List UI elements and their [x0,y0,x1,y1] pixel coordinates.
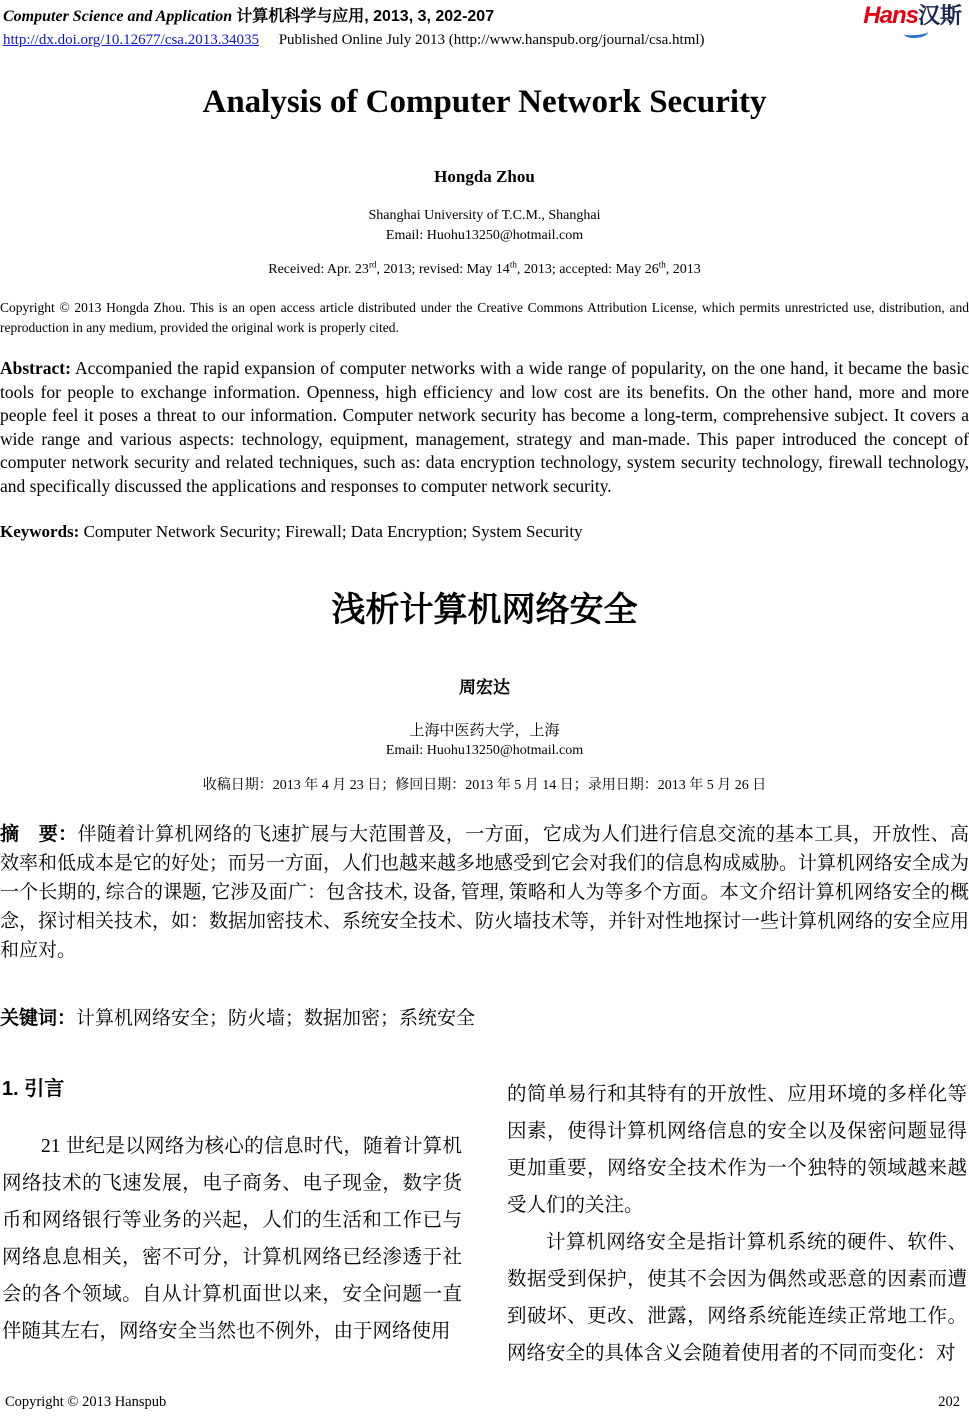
intro-paragraph-right-1: 的简单易行和其特有的开放性、应用环境的多样化等因素，使得计算机网络信息的安全以及保密问题显得更加重要，网络安全技术作为一个独特的领域越来越受人们的关注。 [507,1084,967,1216]
article-title-en: Analysis of Computer Network Security [202,84,767,120]
published-online-text: Published Online July 2013 (http://www.hanspub.org/journal/csa.html) [278,32,705,48]
intro-paragraph-left: 21 世纪是以网络为核心的信息时代，随着计算机网络技术的飞速发展，电子商务、电子现金，数字货币和网络银行等业务的兴起，人们的生活和工作已与网络息息相关，密不可分，计算机网络已经渗透于社会的各个领域。自从计算机面世以来，安全问题一直伴随其左右，网络安全当然也不例外，由于网络使用 [2,1136,462,1342]
abstract-text-zh: 伴随着计算机网络的飞速扩展与大范围普及，一方面，它成为人们进行信息交流的基本工具，开放性、高效率和低成本是它的好处；而另一方面，人们也越来越多地感受到它会对我们的信息构成威胁。计算机网络安全成为一个长期的, 综合的课题, 它涉及面广：包含技术, 设备, 管理, 策略和人为等多个方面。本文介绍计算机网络安全的概念，探讨相关技术，如：数据加密技术、系统安全技术、防火墙技术等，并针对性地探讨一些计算机网络的安全应用和应对。 [0,824,969,961]
abstract-zh [0,820,969,965]
abstract-text: Accompanied the rapid expansion of computer networks with a wide range of popularity, on the one hand, it became the basic tools for people to exchange information. Openness, high efficiency and low cost are its benefits. On the other hand, more and more people feel it poses a threat to our information. Computer network security has become a long-term, comprehensive subject. It covers a wide range and various aspects: technology, equipment, management, strategy and man-made. This paper introduced the concept of computer network security and related techniques, such as: data encryption technology, system security technology, firewall technology, and specifically discussed the applications and responses to computer network security. [0,358,969,496]
affiliation-en: Shanghai University of T.C.M., Shanghai [368,208,601,223]
journal-name: Computer Science and Application [3,8,233,25]
received-dates-en [0,261,969,278]
journal-name-zh: 计算机科学与应用, 2013, 3, 202-207 [236,8,495,25]
left-column [2,1076,462,1372]
page-footer [5,1394,960,1411]
author-name-en: Hongda Zhou [434,167,535,186]
footer-copyright: Copyright © 2013 Hanspub [5,1394,167,1410]
keywords-label: Keywords: [0,522,80,541]
affiliation-zh: 上海中医药大学，上海 [409,723,560,739]
received-text: Received: Apr. 23 [268,262,369,277]
hans-logo [863,4,962,28]
keywords-zh [0,1005,969,1032]
abstract-label: Abstract: [0,358,71,378]
copyright-notice: Copyright © 2013 Hongda Zhou. This is an open access article distributed under the Creative Commons Attribution License, which permits unrestricted use, distribution, and reproduction in any medium, provided the original work is properly cited. [0,300,969,335]
author-email-zh: Email: Huohu13250@hotmail.com [385,743,584,758]
doi-link[interactable]: http://dx.doi.org/10.12677/csa.2013.34035 [3,32,259,48]
revised-text: , 2013; revised: May 14 [376,262,510,277]
year-text: , 2013 [665,262,701,277]
body-columns [0,1076,969,1372]
section-heading-introduction: 1. 引言 [2,1078,65,1100]
keywords-text: Computer Network Security; Firewall; Data Encryption; System Security [83,522,583,541]
author-email-en: Email: Huohu13250@hotmail.com [385,228,584,243]
page-number: 202 [938,1394,960,1410]
ordinal-suffix: th [509,259,517,270]
abstract-label-zh: 摘 要： [0,824,78,845]
journal-header [0,0,969,49]
abstract-en [0,357,969,498]
hans-logo-cjk: 汉斯 [917,3,962,28]
article-title-zh: 浅析计算机网络安全 [331,591,638,629]
journal-line [3,7,965,26]
submission-dates-zh: 收稿日期：2013 年 4 月 23 日；修回日期：2013 年 5 月 14 日；录用日期：2013 年 5 月 26 日 [202,778,767,793]
author-name-zh: 周宏达 [459,678,510,697]
ordinal-suffix: th [658,259,666,270]
right-column [507,1076,967,1372]
intro-paragraph-right-2: 计算机网络安全是指计算机系统的硬件、软件、数据受到保护，使其不会因为偶然或恶意的因素而遭到破坏、更改、泄露，网络系统能连续正常地工作。网络安全的具体含义会随着使用者的不同而变化：对 [507,1232,967,1364]
hans-logo-latin: Hans [863,2,918,29]
keywords-label-zh: 关键词： [0,1008,77,1029]
accepted-text: , 2013; accepted: May 26 [516,262,659,277]
keywords-text-zh: 计算机网络安全；防火墙；数据加密；系统安全 [76,1008,476,1029]
keywords-en [0,520,969,544]
doi-line [3,31,965,49]
ordinal-suffix: rd [368,259,377,270]
